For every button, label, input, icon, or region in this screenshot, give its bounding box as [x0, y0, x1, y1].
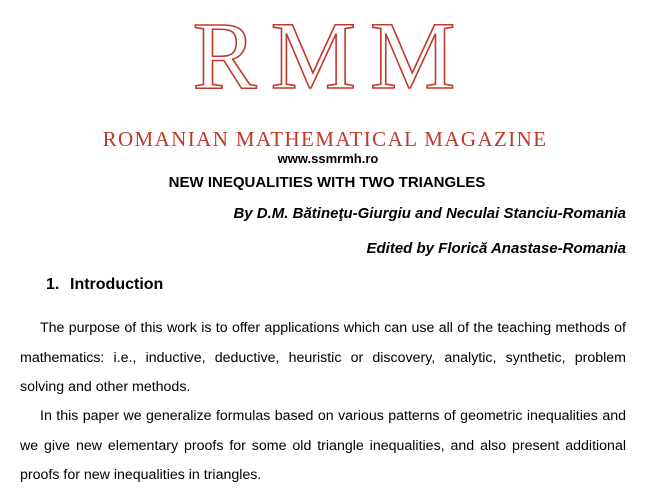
- paper-title: NEW INEQUALITIES WITH TWO TRIANGLES: [168, 174, 486, 191]
- website-url: www.ssmrmh.ro: [277, 151, 379, 166]
- editor-line: Edited by Florică Anastase-Romania: [366, 240, 626, 257]
- rmm-logo: RMM: [192, 2, 470, 109]
- paragraph: The purpose of this work is to offer applications which can use all of the teaching methods of mathematics: i.e., inductive, deductive, heuristic or discovery, analytic, synthetic, problem solving and other methods.: [20, 320, 626, 395]
- author-byline: By D.M. Bătineţu-Giurgiu and Neculai Stanciu-Romania: [233, 205, 626, 222]
- magazine-name: ROMANIAN MATHEMATICAL MAGAZINE: [102, 127, 548, 151]
- paragraph: In this paper we generalize formulas based on various patterns of geometric inequalities and we give new elementary proofs for some old triangle inequalities, and also present additional proofs for new inequalities in triangles.: [20, 408, 626, 483]
- section-title: Introduction: [70, 276, 164, 293]
- section-heading: [46, 275, 163, 294]
- section-number: 1.: [46, 276, 60, 293]
